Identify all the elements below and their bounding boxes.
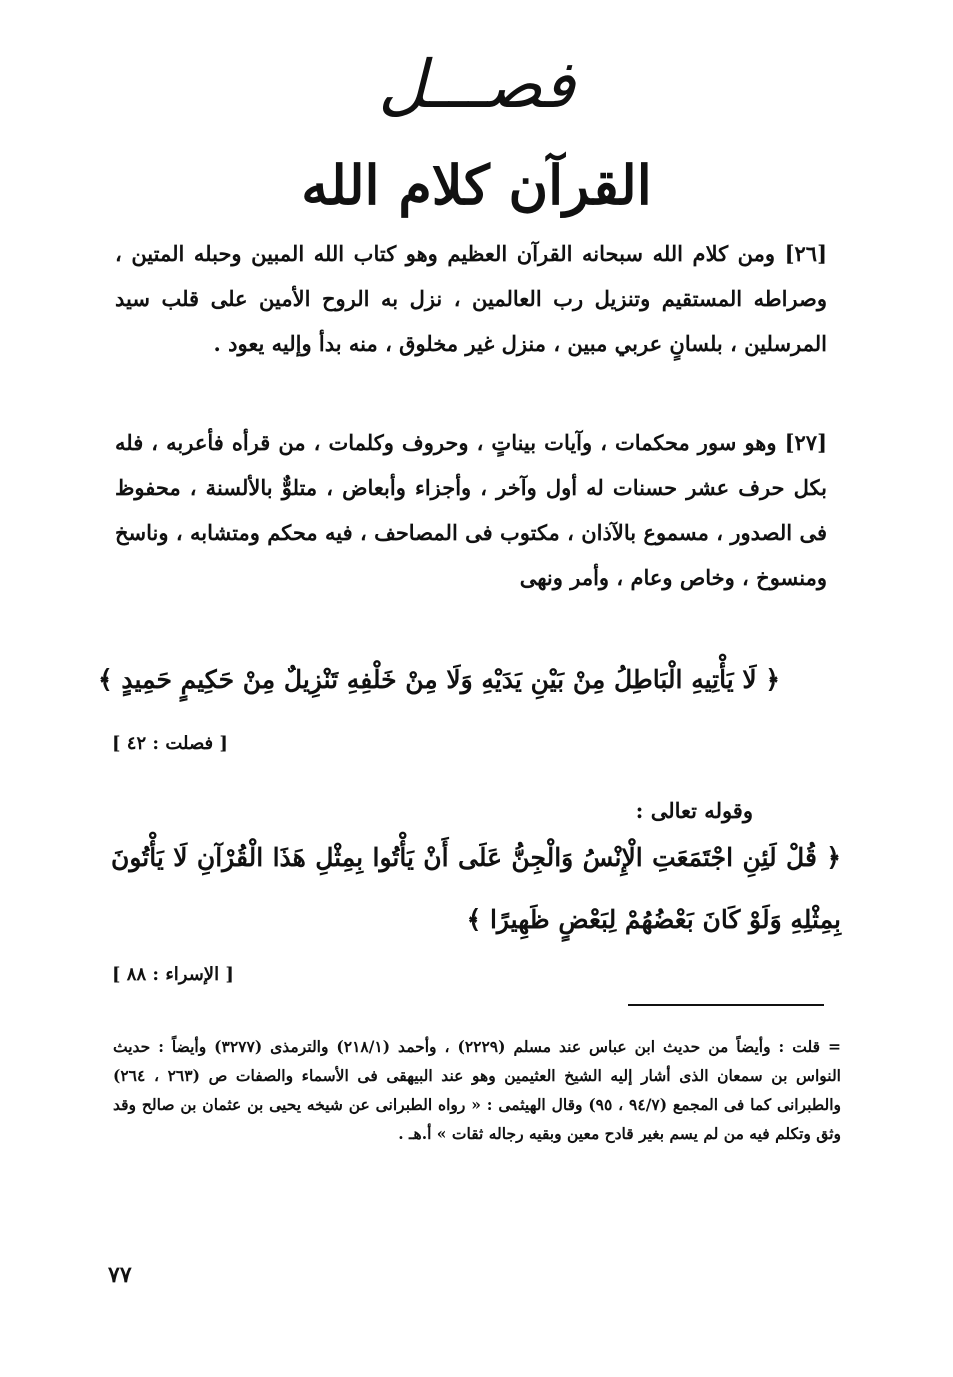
paragraph-26: [115, 231, 827, 366]
quran-verse-isra: ﴿ قُلْ لَئِنِ اجْتَمَعَتِ الْإِنْسُ وَالْجِنُّ عَلَى أَنْ يَأْتُوا بِمِثْلِ هَذَا الْقُرْآنِ لَا يَأْتُونَ بِمِثْلِهِ وَلَوْ كَانَ بَعْضُهُمْ لِبَعْضٍ ظَهِيرًا ﴾: [111, 843, 841, 934]
section-title: القرآن كلام الله: [301, 153, 652, 217]
paragraph-number: [٢٦]: [784, 241, 827, 266]
verse-intro: وقوله تعالى :: [635, 798, 753, 823]
paragraph-27: [115, 420, 827, 600]
footnote-divider: [628, 1004, 824, 1006]
quran-verse-fussilat: ﴿ لَا يَأْتِيهِ الْبَاطِلُ مِنْ بَيْنِ يَدَيْهِ وَلَا مِنْ خَلْفِهِ تَنْزِيلٌ مِنْ حَكِيمٍ حَمِيدٍ ﴾: [98, 665, 780, 694]
paragraph-text: وهو سور محكمات ، وآيات بيناتٍ ، وحروف وكلمات ، من قرأه فأعربه ، فله بكل حرف عشر حسنات له أول وآخر ، وأجزاء وأبعاض ، متلوٌّ بالألسنة ، محفوظ فى الصدور ، مسموع بالآذان ، مكتوب فى المصاحف ، فيه محكم ومتشابه ، وناسخ ومنسوخ ، وخاص وعام ، وأمر ونهى: [115, 430, 827, 590]
verse-reference-fussilat: [ فصلت : ٤٢ ]: [112, 733, 228, 754]
paragraph-number: [٢٧]: [784, 430, 828, 455]
chapter-title: فصـــل: [378, 46, 575, 123]
footnote: = قلت : وأيضاً من حديث ابن عباس عند مسلم (٢٢٢٩) ، وأحمد (٢١٨/١) والترمذى (٣٢٧٧) وأيضاً : حديث النواس بن سمعان الذى أشار إليه الشيخ العثيمين وهو عند البيهقى فى الأسماء والصفات ص (٢٦٣ ، ٢٦٤) والطبرانى كما فى المجمع (٩٤/٧ ، ٩٥) وقال الهيثمى : « رواه الطبرانى عن شيخه يحيى بن عثمان بن صالح وقد وثق وتكلم فيه من لم يسم بغير قادح معين وبقيه رجاله ثقات » أ.هـ .: [113, 1037, 842, 1143]
verse-reference-isra: [ الإسراء : ٨٨ ]: [112, 964, 234, 985]
page-number: ٧٧: [108, 1262, 132, 1288]
paragraph-text: ومن كلام الله سبحانه القرآن العظيم وهو كتاب الله المبين وحبله المتين ، وصراطه المستقيم وتنزيل رب العالمين ، نزل به الروح الأمين على قلب سيد المرسلين ، بلسانٍ عربي مبين ، منزل غير مخلوق ، منه بدأ وإليه يعود .: [115, 241, 827, 356]
